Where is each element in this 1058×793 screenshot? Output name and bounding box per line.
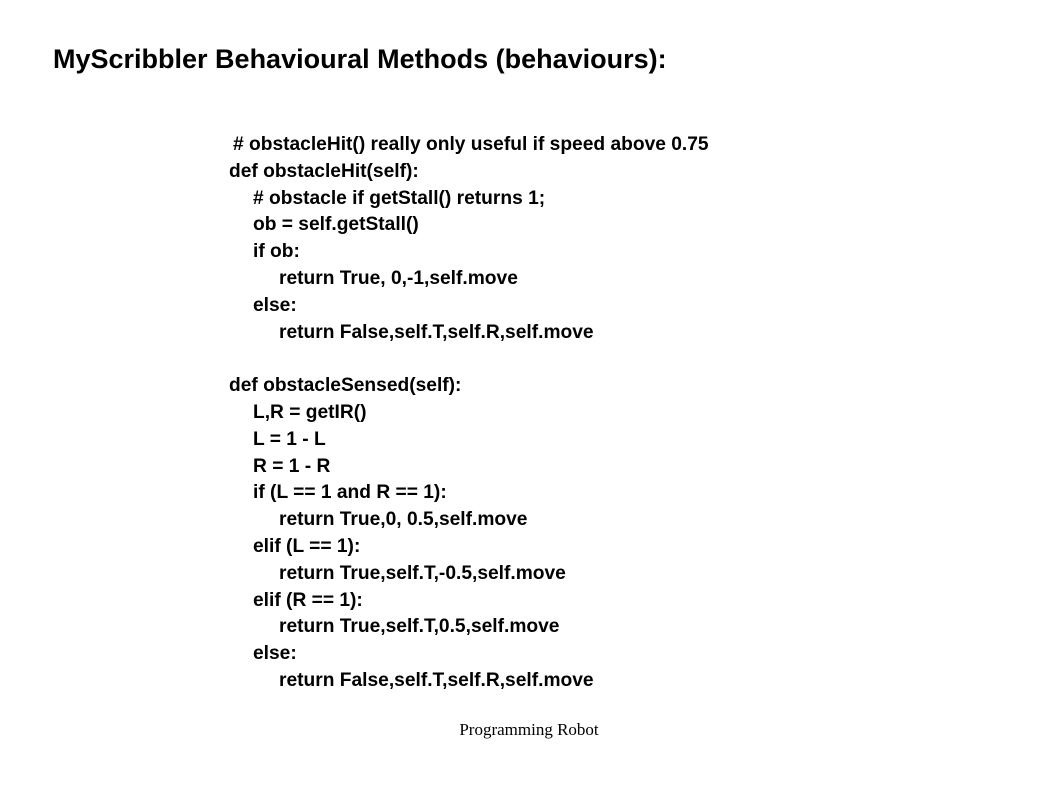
code-line: L,R = getIR() <box>253 401 367 423</box>
code-line: return True, 0,-1,self.move <box>279 267 518 289</box>
code-line: return True,self.T,-0.5,self.move <box>279 562 566 584</box>
slide-footer: Programming Robot <box>459 720 599 739</box>
code-line-def: def obstacleHit(self): <box>229 160 419 182</box>
code-line: if (L == 1 and R == 1): <box>253 482 447 504</box>
code-line: return True,0, 0.5,self.move <box>279 509 528 531</box>
code-line: R = 1 - R <box>253 455 331 477</box>
code-block <box>229 132 709 695</box>
slide-title: MyScribbler Behavioural Methods (behaviours): <box>53 44 667 74</box>
code-line: elif (R == 1): <box>253 589 363 611</box>
code-line: elif (L == 1): <box>253 535 361 557</box>
code-line: L = 1 - L <box>253 428 326 450</box>
code-line-comment: # obstacle if getStall() returns 1; <box>253 187 546 209</box>
code-line-blank <box>229 346 709 373</box>
code-line-def: def obstacleSensed(self): <box>229 375 462 397</box>
code-line: else: <box>253 294 297 316</box>
code-line: ob = self.getStall() <box>253 214 419 236</box>
code-line: return False,self.T,self.R,self.move <box>279 321 594 343</box>
code-line: if ob: <box>253 241 300 263</box>
code-line: return True,self.T,0.5,self.move <box>279 616 560 638</box>
code-line: return False,self.T,self.R,self.move <box>279 669 594 691</box>
code-line-comment: # obstacleHit() really only useful if speed above 0.75 <box>233 134 709 155</box>
code-line: else: <box>253 643 297 665</box>
